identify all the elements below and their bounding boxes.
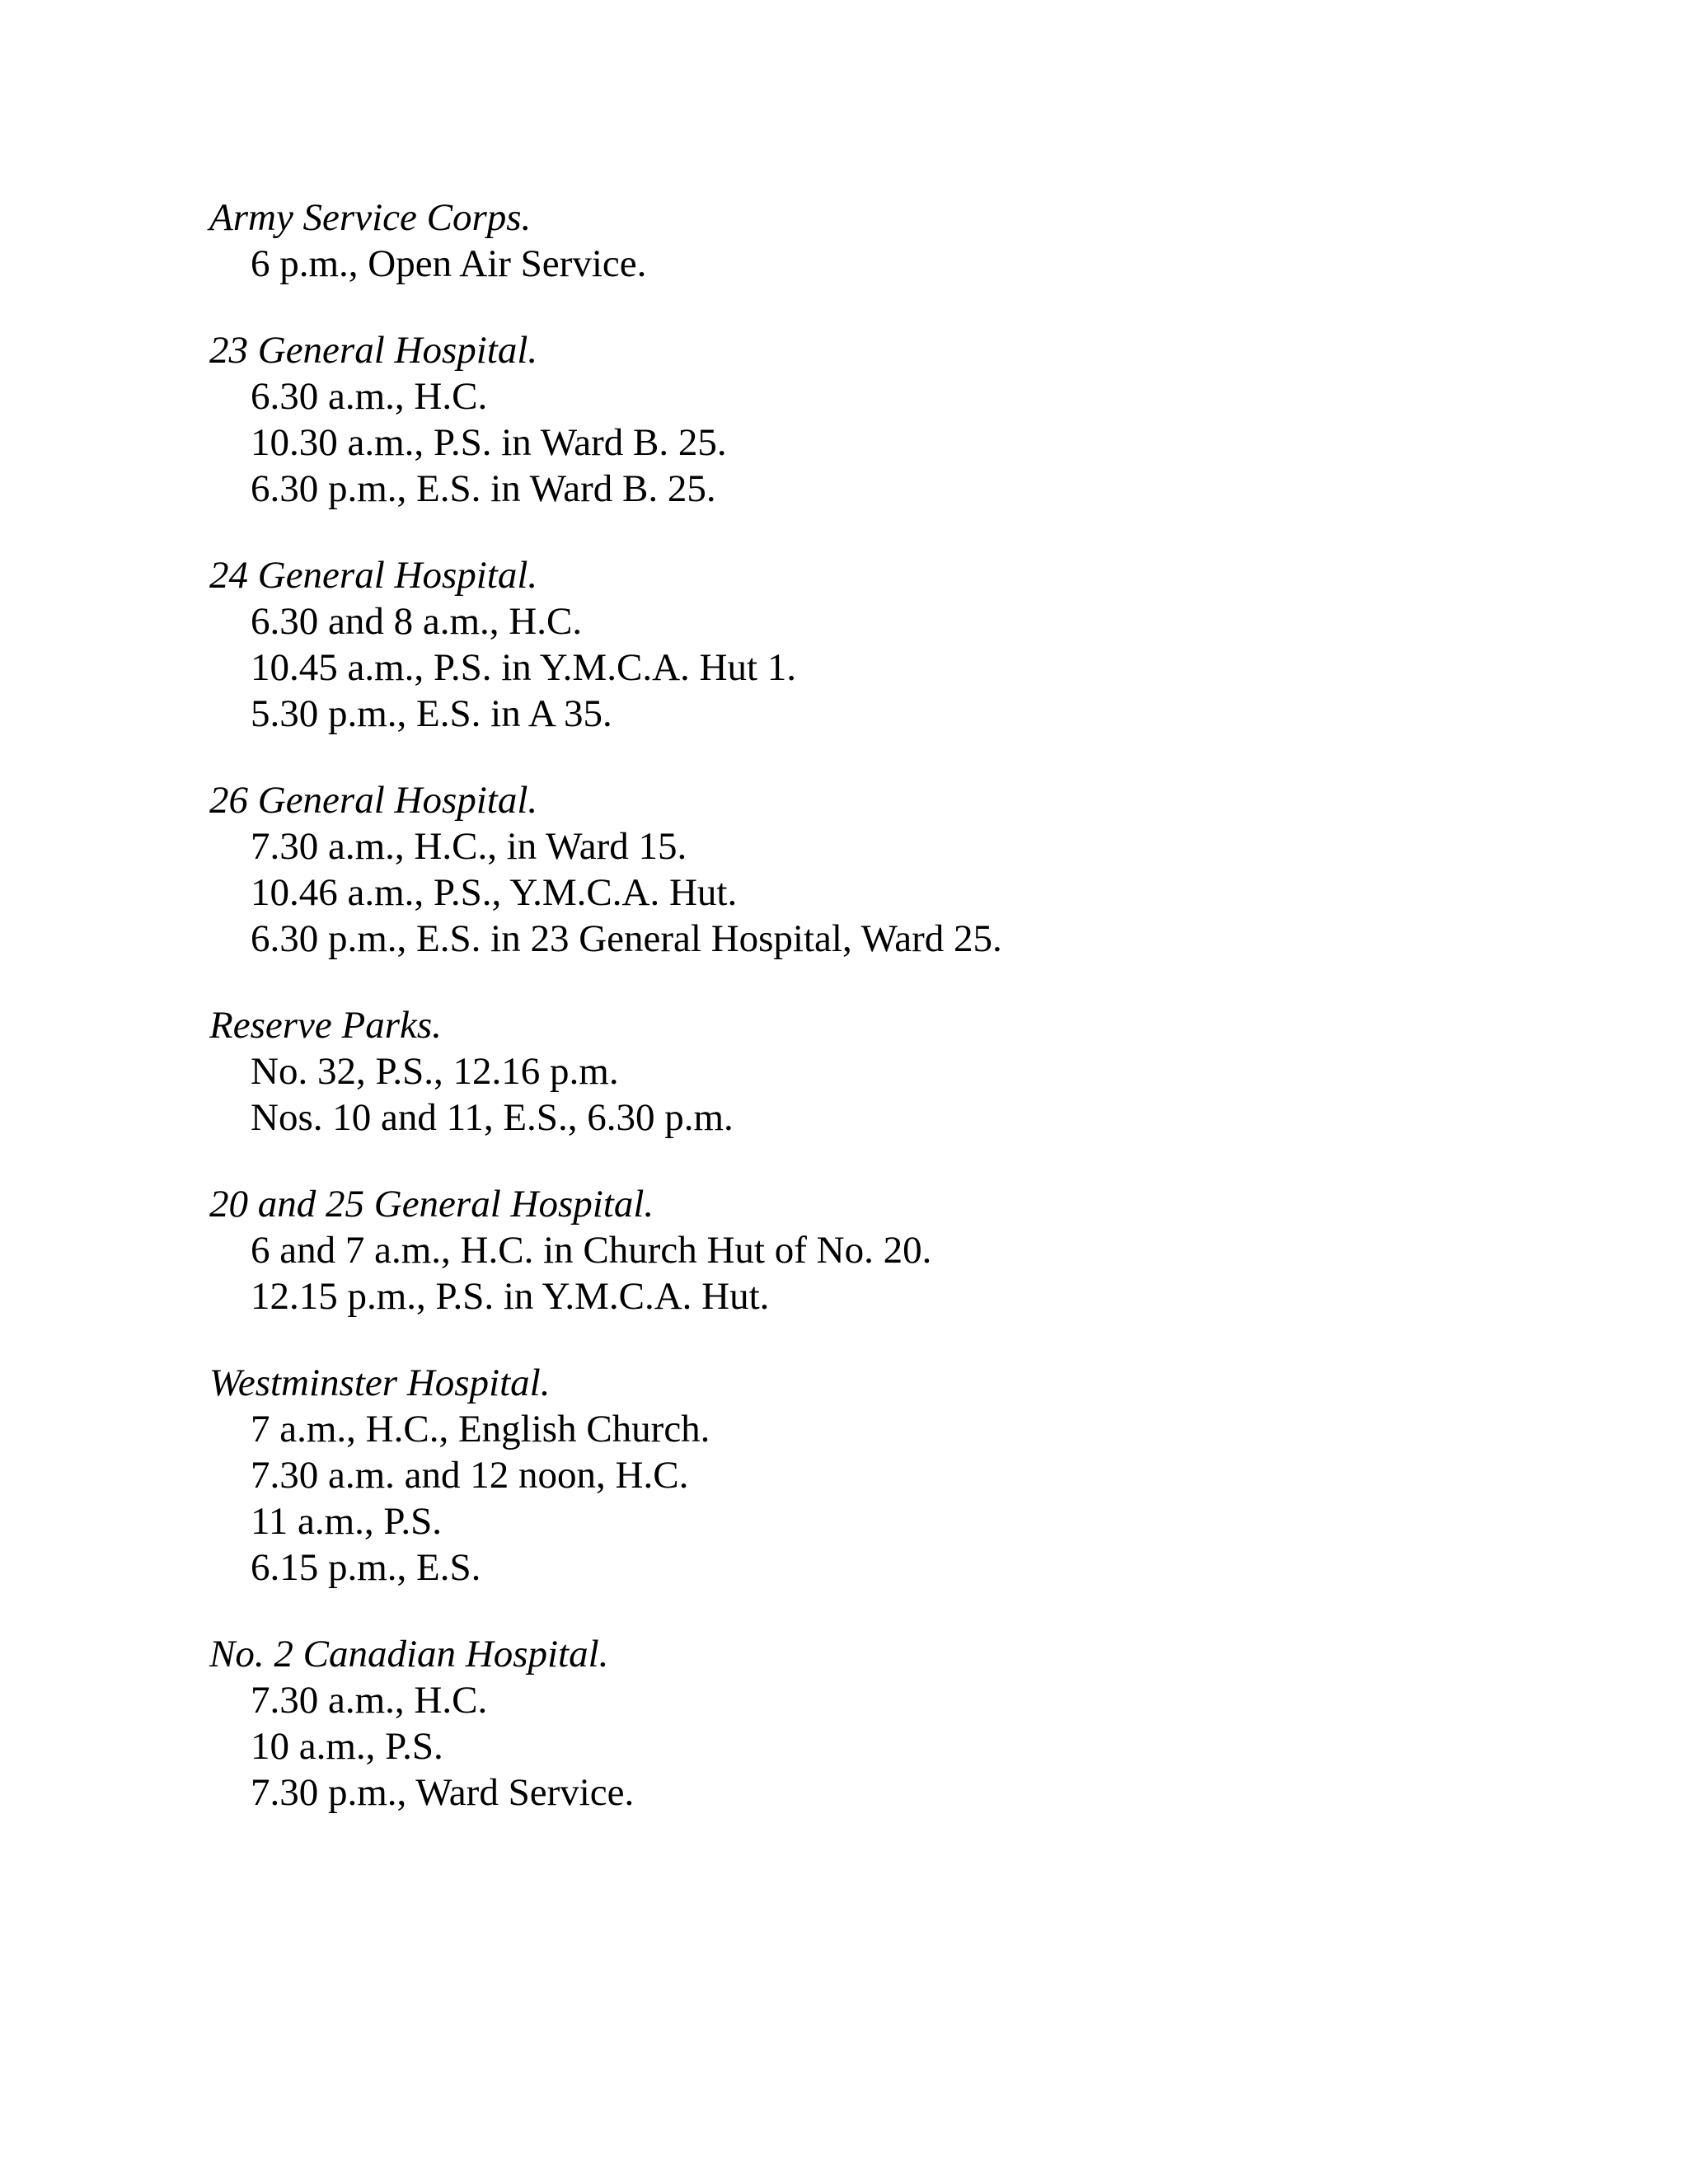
service-entry: 6.15 p.m., E.S. [251,1546,481,1589]
schedule-section [209,1631,1611,1816]
schedule-section [209,1181,1611,1319]
service-entry: 7 a.m., H.C., English Church. [251,1408,710,1451]
section-heading: Army Service Corps. [209,196,532,239]
service-entry: 10 a.m., P.S. [251,1725,443,1768]
schedule-section [209,194,1611,287]
service-entry: 12.15 p.m., P.S. in Y.M.C.A. Hut. [251,1275,770,1318]
schedule-section [209,552,1611,737]
schedule-section [209,1002,1611,1141]
service-entry: 7.30 p.m., Ward Service. [251,1771,635,1814]
section-heading: 26 General Hospital. [209,779,538,822]
service-entry: 6.30 a.m., H.C. [251,375,488,418]
service-entry: No. 32, P.S., 12.16 p.m. [251,1050,619,1093]
service-entry: 11 a.m., P.S. [251,1500,442,1543]
service-entry: Nos. 10 and 11, E.S., 6.30 p.m. [251,1096,734,1139]
service-entry: 6.30 and 8 a.m., H.C. [251,600,583,643]
section-heading: 24 General Hospital. [209,554,538,597]
service-entry: 6 and 7 a.m., H.C. in Church Hut of No. 20. [251,1229,932,1272]
section-heading: No. 2 Canadian Hospital. [209,1633,609,1675]
service-entry: 10.46 a.m., P.S., Y.M.C.A. Hut. [251,871,738,914]
service-entry: 6.30 p.m., E.S. in 23 General Hospital, Ward 25. [251,917,1002,960]
schedule-section [209,777,1611,962]
service-schedule [209,194,1611,1856]
section-heading: 23 General Hospital. [209,329,538,372]
service-entry: 10.30 a.m., P.S. in Ward B. 25. [251,421,727,464]
section-heading: 20 and 25 General Hospital. [209,1183,654,1226]
service-entry: 6 p.m., Open Air Service. [251,242,647,285]
section-heading: Westminster Hospital. [209,1361,551,1404]
service-entry: 7.30 a.m. and 12 noon, H.C. [251,1454,689,1497]
service-entry: 7.30 a.m., H.C., in Ward 15. [251,825,687,868]
service-entry: 5.30 p.m., E.S. in A 35. [251,692,612,735]
schedule-section [209,327,1611,512]
section-heading: Reserve Parks. [209,1004,442,1047]
service-entry: 7.30 a.m., H.C. [251,1679,488,1722]
service-entry: 6.30 p.m., E.S. in Ward B. 25. [251,467,716,510]
schedule-section [209,1360,1611,1591]
service-entry: 10.45 a.m., P.S. in Y.M.C.A. Hut 1. [251,646,797,689]
